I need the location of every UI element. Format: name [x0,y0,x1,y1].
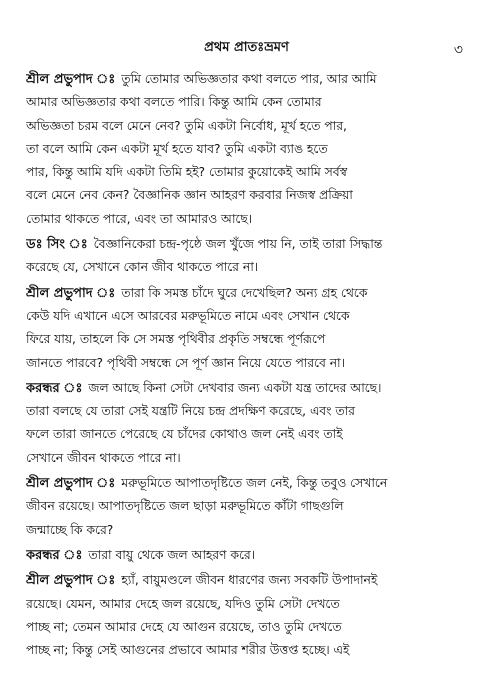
speaker-name: ডঃ সিং ঃ [26,237,88,253]
dialogue-line: রয়েছে। যেমন, আমার দেহে জল রয়েছে, যদিও তুমি সেটা দেখতে [26,596,340,611]
dialogue-paragraph [26,68,466,231]
dialogue-line: কেউ যদি এখানে এসে আরবের মরুভূমিতে নামে এবং সেখান থেকে [26,308,350,323]
dialogue-paragraph [26,544,466,567]
dialogue-line: তা বলে আমি কেন একটা মূর্খ হতে যাব? তুমি একটা ব্যাঙ হতে [26,141,328,156]
dialogue-line: পাচ্ছ না; তেমন আমার দেহে যে আগুন রয়েছে, তাও তুমি দেখতে [26,619,342,634]
dialogue-line: তারা বলছে যে তারা সেই যন্ত্রটি নিয়ে চন্দ্র প্রদক্ষিণ করেছে, এবং তার [26,404,355,419]
dialogue-line: পার, কিন্তু আমি যদি একটা তিমি হই? তোমার কুয়োকেই আমি সর্বস্ব [26,165,348,180]
dialogue-line: আমার অভিজ্ঞতার কথা বলতে পারি। কিন্তু আমি কেন তোমার [26,95,322,110]
dialogue-paragraph [26,377,466,470]
dialogue-line: জল আছে কিনা সেটা দেখবার জন্য একটা যন্ত্র তাদের আছে। [88,380,382,395]
page-number: ৩ [453,42,463,58]
dialogue-paragraph [26,472,466,542]
page-body [26,68,466,664]
dialogue-line: তারা বায়ু থেকে জল আহরণ করে। [88,547,256,562]
speaker-name: শ্রীল প্রভুপাদ ঃ [26,72,116,87]
dialogue-line: পাচ্ছ না; কিন্তু সেই আগুনের প্রভাবে আমার শরীর উত্তপ্ত হচ্ছে। এই [26,643,350,658]
dialogue-line: তারা কি সমস্ত চাঁদে ঘুরে দেখেছিল? অন্য গ্রহ থেকে [121,285,368,300]
speaker-name: করন্ধর ঃ [26,547,83,563]
dialogue-line: ফিরে যায়, তাহলে কি সে সমস্ত পৃথিবীর প্রকৃতি সম্বন্ধে পূর্ণরূপে [26,332,326,347]
dialogue-line: তোমার থাকতে পারে, এবং তা আমারও আছে। [26,211,253,226]
dialogue-line: জানতে পারবে? পৃথিবী সম্বন্ধে সে পূর্ণ জ্ঞান নিয়ে যেতে পারবে না। [26,355,346,370]
dialogue-line: ফলে তারা জানতে পেরেছে যে চাঁদের কোথাও জল নেই এবং তাই [26,427,343,442]
dialogue-line: অভিজ্ঞতা চরম বলে মেনে নেব? তুমি একটা নির্বোধ, মূর্খ হতে পার, [26,118,347,133]
dialogue-line: তুমি তোমার অভিজ্ঞতার কথা বলতে পার, আর আমি [121,72,377,86]
dialogue-line: হ্যাঁ, বায়ুমণ্ডলে জীবন ধারণের জন্য সবকটি উপাদানই [121,573,378,588]
dialogue-line: বৈজ্ঞানিকেরা চন্দ্র-পৃষ্ঠে জল খুঁজে পায় নি, তাই তারা সিদ্ধান্ত [93,237,383,252]
dialogue-paragraph [26,569,466,662]
dialogue-paragraph [26,282,466,375]
speaker-name: শ্রীল প্রভুপাদ ঃ [26,476,116,492]
dialogue-line: সেখানে জীবন থাকতে পারে না। [26,450,181,465]
page-header-title: প্রথম প্রাতঃভ্রমণ [204,40,289,55]
dialogue-line: বলে মেনে নেব কেন? বৈজ্ঞানিক জ্ঞান আহরণ করবার নিজস্ব প্রক্রিয়া [26,188,353,203]
speaker-name: করন্ধর ঃ [26,380,83,396]
speaker-name: শ্রীল প্রভুপাদ ঃ [26,573,116,589]
dialogue-paragraph [26,233,466,280]
speaker-name: শ্রীল প্রভুপাদ ঃ [26,285,116,301]
dialogue-line: জীবন রয়েছে। আপাতদৃষ্টিতে জল ছাড়া মরুভূমিতে কাঁটা গাছগুলি [26,499,344,514]
dialogue-line: করেছে যে, সেখানে কোন জীব থাকতে পারে না। [26,260,259,275]
dialogue-line: জন্মাচ্ছে কি করে? [26,522,114,537]
dialogue-line: মরুভূমিতে আপাতদৃষ্টিতে জল নেই, কিন্তু তবুও সেখানে [121,476,388,491]
